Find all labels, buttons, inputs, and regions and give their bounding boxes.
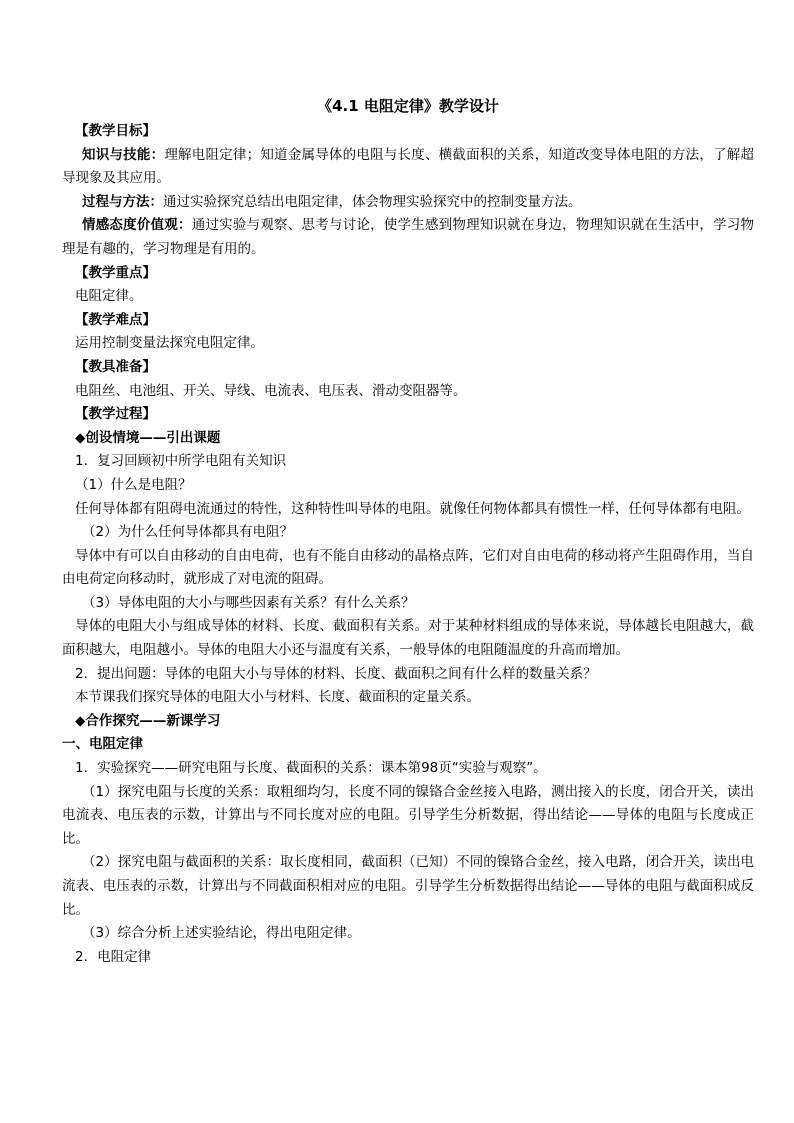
document-body [62,93,754,969]
key-point-text: 电阻定律。 [75,288,143,305]
goal-emotion [62,214,754,261]
goals-heading: 【教学目标】 [75,123,156,139]
goal-emotion-label: 情感态度价值观： [82,217,192,234]
part-heading-law: 一、电阻定律 [62,736,143,753]
process-heading: 【教学过程】 [75,406,156,423]
answer-1: 任何导体都有阻碍电流通过的特性，这种特性叫导体的电阻。就像任何物体都具有惯性一样，任何导体都有电阻。 [75,500,750,517]
equipment-heading: 【教具准备】 [75,358,156,375]
question-3: （3）导体电阻的大小与哪些因素有关系？有什么关系？ [82,594,415,611]
equipment-text: 电阻丝、电池组、开关、导线、电流表、电压表、滑动变阻器等。 [75,382,467,399]
item-question-text: 本节课我们探究导体的电阻大小与材料、长度、截面积的定量关系。 [75,689,480,706]
item-experiment: 1．实验探究——研究电阻与长度、截面积的关系：课本第98页“实验与观察”。 [75,760,547,777]
difficulty-text: 运用控制变量法探究电阻定律。 [75,335,264,352]
key-point-heading: 【教学重点】 [75,264,156,281]
experiment-length: （1）探究电阻与长度的关系：取粗细均匀，长度不同的镍铬合金丝接入电路，测出接入的长度，闭合开关，读出电流表、电压表的示数，计算出与不同长度对应的电阻。引导学生分析数据，得出结论——导体的电阻与长度成正比。 [62,783,754,847]
goal-process [62,191,754,215]
item-review: 1．复习回顾初中所学电阻有关知识 [75,453,287,470]
section-heading-explore: ◆合作探究——新课学习 [75,712,221,729]
answer-2: 导体中有可以自由移动的自由电荷，也有不能自由移动的晶格点阵，它们对自由电荷的移动将产生阻碍作用，当自由电荷定向移动时，就形成了对电流的阻碍。 [62,547,754,588]
question-2: （2）为什么任何导体都具有电阻？ [82,524,294,541]
document-title: 《4.1 电阻定律》教学设计 [317,97,499,115]
goal-knowledge [62,144,754,191]
goal-knowledge-text: 理解电阻定律；知道金属导体的电阻与长度、横截面积的关系，知道改变导体电阻的方法，了解超导现象及其应用。 [62,146,754,187]
goal-process-text: 通过实验探究总结出电阻定律，体会物理实验探究中的控制变量方法。 [163,193,582,210]
item-question: 2．提出问题：导体的电阻大小与导体的材料、长度、截面积之间有什么样的数量关系？ [75,665,597,682]
goal-emotion-text: 通过实验与观察、思考与讨论，使学生感到物理知识就在身边，物理知识就在生活中，学习物理是有趣的，学习物理是有用的。 [62,217,754,257]
goal-knowledge-label: 知识与技能： [82,146,165,163]
question-1: （1）什么是电阻？ [75,476,192,493]
experiment-area: （2）探究电阻与截面积的关系：取长度相同，截面积（已知）不同的镍铬合金丝，接入电路，闭合开关，读出电流表、电压表的示数，计算出与不同截面积相对应的电阻。引导学生分析数据得出结论——导体的电阻与截面积成反比。 [62,854,754,918]
difficulty-heading: 【教学难点】 [75,311,156,328]
item-resistance-law: 2．电阻定律 [75,948,152,965]
goal-process-label: 过程与方法： [82,193,163,210]
section-heading-intro: ◆创设情境——引出课题 [75,429,221,446]
answer-3: 导体的电阻大小与组成导体的材料、长度、截面积有关系。对于某种材料组成的导体来说，导体越长电阻越大，截面积越大，电阻越小。导体的电阻大小还与温度有关系，一般导体的电阻随温度的升高而增加。 [62,618,754,659]
experiment-summary: （3）综合分析上述实验结论，得出电阻定律。 [82,925,361,942]
